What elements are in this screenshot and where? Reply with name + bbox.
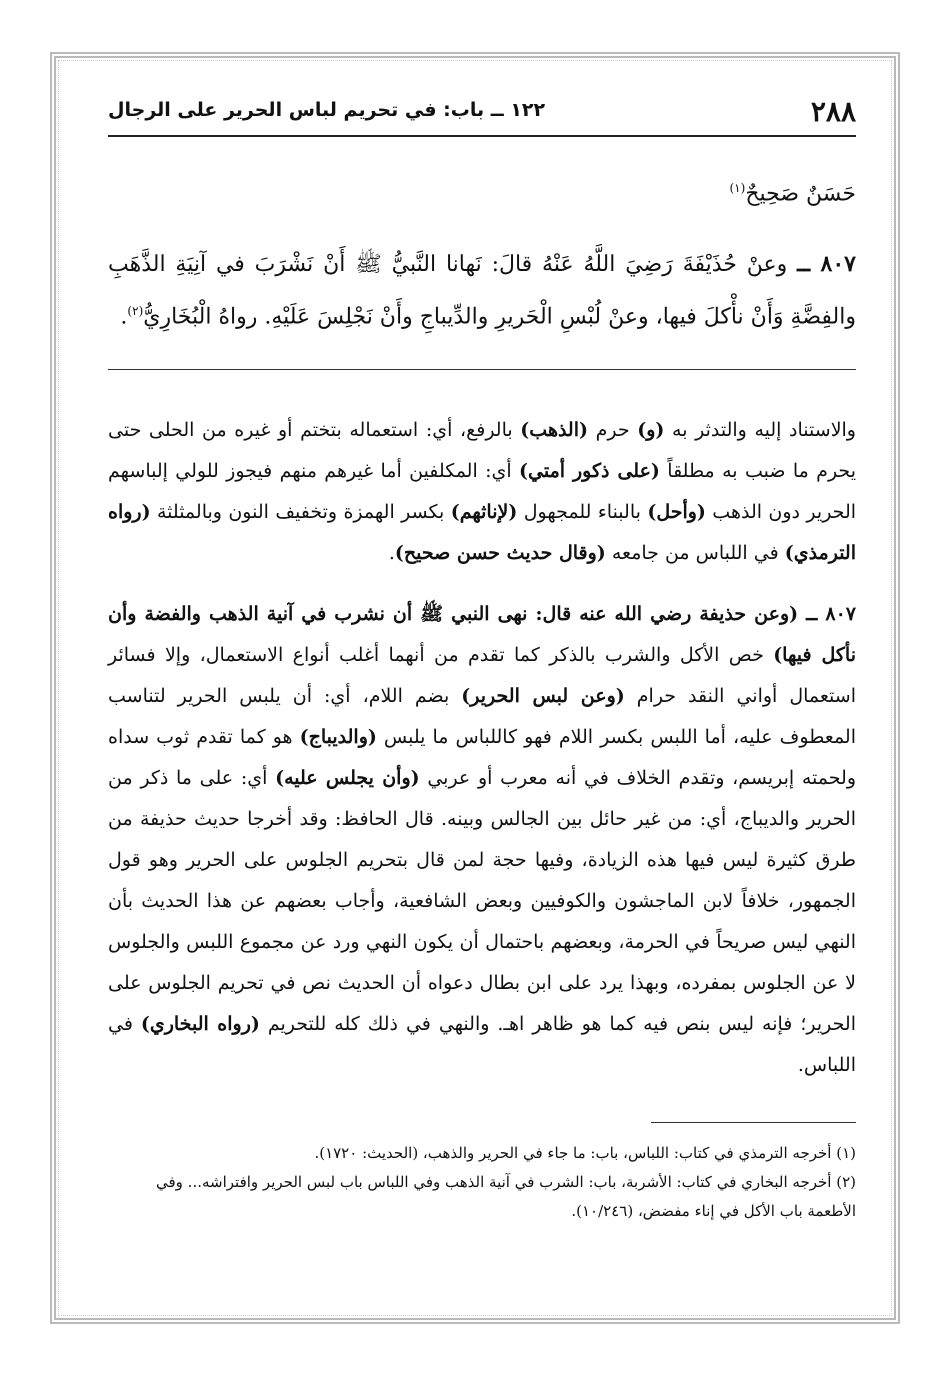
quoted-term: (لإناثهم) — [450, 500, 518, 523]
commentary-text: خص الأكل والشرب بالذكر كما تقدم من أنهما أغلب أنواع الاستعمال، وإلا فسائر استعمال أواني النقد حرام — [108, 643, 856, 707]
footnote-2: (٢) أخرجه البخاري في كتاب: الأشربة، باب: الشرب في آنية الذهب وفي اللباس باب لبس الحرير وافتراشه... وفي الأطعمة باب الأكل في إناء مفضض، (١٠/٢٤٦). — [156, 1172, 856, 1220]
commentary-text: حرم — [588, 418, 638, 441]
commentary-text: والاستناد إليه والتدثر به — [664, 418, 856, 441]
commentary-paragraph-2 — [108, 594, 856, 1086]
section-divider — [108, 369, 856, 370]
page-number: ٢٨٨ — [810, 95, 856, 128]
footnote-ref-2: (٢) — [127, 304, 144, 319]
hadith-807 — [108, 241, 856, 340]
commentary-text: أي: على ما ذكر من الحرير والديباج، أي: من غير حائل بين الجالس وبينه. قال الحافظ: وقد أخرجا حديث حذيفة من طرق كثيرة ليس فيها هذه الزيادة، وفيها حجة لمن قال بتحريم الجلوس على الحرير وهو قول الجمهور، خلافاً لابن الماجشون والكوفيين وبعض الشافعية، وأجاب بعضهم عن هذا الحديث بأن النهي ليس صريحاً في الحرمة، وبعضهم باحتمال أن يكون النهي ورد عن مجموع اللبس والجلوس لا عن الجلوس بمفرده، وبهذا يرد على ابن بطال دعواه أن الحديث نص في تحريم الجلوس على الحرير؛ فإنه ليس بنص فيه كما هو ظاهر اهـ. والنهي في ذلك كله للتحريم — [108, 766, 856, 1035]
hadith-text: وعنْ حُذَيْفَةَ رَضِيَ اللَّهُ عَنْهُ قالَ: نَهانا النَّبيُّ ﷺ أَنْ نَشْرَبَ في آنِيَةِ الذَّهَبِ والفِضَّةِ وَأَنْ نأْكلَ فيها، وعنْ لُبْسِ الْحَريرِ والدِّيباجِ وأَنْ نَجْلِسَ عَلَيْهِ. رواهُ الْبُخَارِيُّ — [108, 252, 856, 330]
commentary-text: في اللباس. — [108, 1012, 856, 1076]
commentary-paragraph-1 — [108, 410, 856, 574]
commentary-text: هو كما تقدم ثوب سداه ولحمته إبريسم، وتقدم الخلاف في أنه معرب أو عربي — [108, 725, 857, 789]
running-title: ١٢٢ ــ باب: في تحريم لباس الحرير على الرجال — [108, 99, 546, 121]
intro-line — [108, 165, 856, 217]
commentary-text: في اللباس من جامعه — [605, 541, 785, 564]
quoted-term: (وأن يجلس عليه) — [275, 766, 420, 789]
commentary-text: بضم اللام، أي: أن يلبس الحرير لتناسب المعطوف عليه، أما اللبس بكسر اللام فهو كاللباس ما يلبس — [108, 684, 856, 748]
hadith-end: . — [120, 304, 128, 330]
footnote-ref-1: (١) — [729, 181, 746, 195]
quoted-term: (رواه الترمذي) — [108, 500, 856, 564]
quoted-term: (وعن حذيفة رضي الله عنه قال: نهى النبي ﷺ أن نشرب في آنية الذهب والفضة وأن نأكل فيها) — [108, 602, 856, 666]
quoted-term: (رواه البخاري) — [140, 1012, 260, 1035]
commentary-text: . — [388, 541, 395, 564]
quoted-term: (وعن لبس الحرير) — [461, 684, 625, 707]
book-page — [108, 85, 856, 1305]
commentary-text: بالبناء للمجهول — [517, 500, 648, 523]
quoted-term: (و) — [637, 418, 665, 441]
quoted-term: (على ذكور أمتي) — [519, 459, 660, 482]
intro-text: حَسَنٌ صَحِيحٌ — [745, 181, 856, 207]
quoted-term: (والديباج) — [299, 725, 377, 748]
hadith-number: ٨٠٧ ــ — [798, 602, 856, 625]
quoted-term: (وأحل) — [647, 500, 706, 523]
quoted-term: (وقال حديث حسن صحيح) — [394, 541, 606, 564]
commentary-text: بالرفع، أي: استعماله بتختم أو غيره من الحلى حتى يحرم ما ضبب به مطلقاً — [108, 418, 856, 482]
footnotes — [108, 1139, 856, 1226]
commentary-text: أي: المكلفين أما غيرهم منهم فيجوز للولي إلباسهم الحرير دون الذهب — [108, 459, 857, 523]
footnote-1: (١) أخرجه الترمذي في كتاب: اللباس، باب: ما جاء في الحرير والذهب، (الحديث: ١٧٢٠). — [314, 1143, 856, 1162]
commentary-text: بكسر الهمزة وتخفيف النون وبالمثلثة — [150, 500, 451, 523]
quoted-term: (الذهب) — [520, 418, 588, 441]
page-header — [108, 85, 856, 137]
hadith-number: ٨٠٧ ــ — [797, 251, 856, 278]
footnote-divider — [651, 1122, 856, 1123]
